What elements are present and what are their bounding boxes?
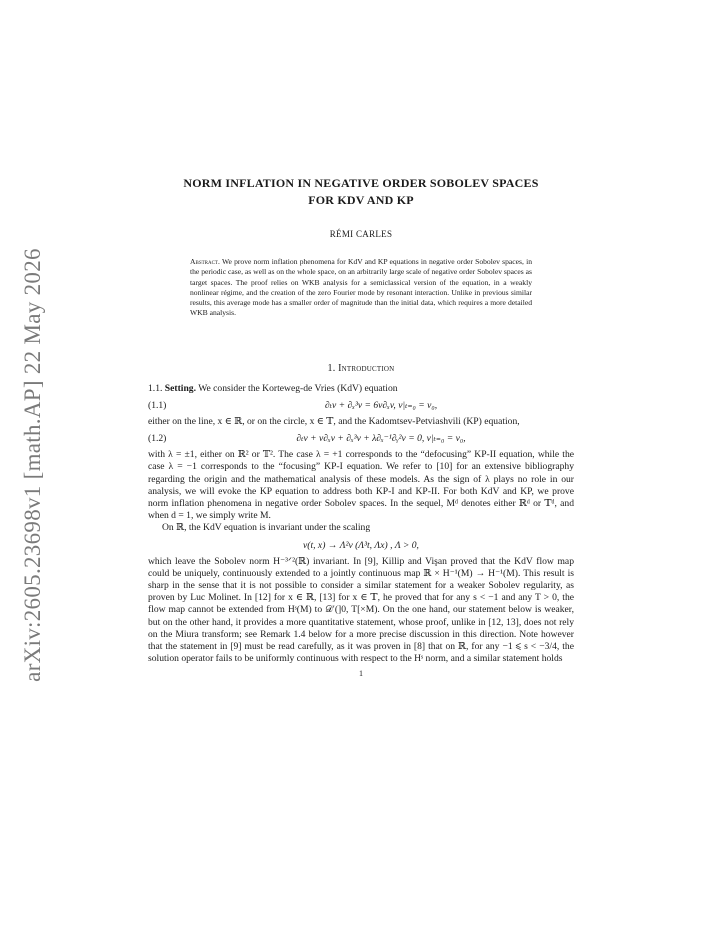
equation-body: ∂ₜv + v∂ₓv + ∂ₓ³v + λ∂ₓ⁻¹∂ᵧ²v = 0, v|ₜ₌₀ = v₀, bbox=[296, 433, 466, 445]
equation-number: (1.2) bbox=[148, 433, 167, 445]
equation-scaling bbox=[148, 535, 574, 556]
paper-page bbox=[148, 170, 574, 678]
abstract-text: We prove norm inflation phenomena for KdV and KP equations in negative order Sobolev spaces, in the periodic case, as well as on the whole space, on an arbitrarily large scale of negative order Sobolev spaces as target spaces. The proof relies on WKB analysis for a semiclassical version of the equation, in a weakly nonlinear régime, and the creation of the zero Fourier mode by resonant interaction. Unlike in previous similar results, this average mode has a smaller order of magnitude than the initial data, which requires a more detailed WKB analysis. bbox=[190, 257, 532, 318]
paragraph: On ℝ, the KdV equation is invariant under the scaling bbox=[162, 522, 371, 534]
title-line-2: FOR KDV AND KP bbox=[308, 193, 414, 207]
subsection-lead: We consider the Korteweg-de Vries (KdV) equation bbox=[195, 382, 398, 394]
subsection-label: 1.1. bbox=[148, 382, 163, 394]
equation-body: ∂ₜv + ∂ₓ³v = 6v∂ₓv, v|ₜ₌₀ = v₀, bbox=[324, 399, 438, 411]
subsection-paragraph bbox=[148, 383, 574, 395]
abstract bbox=[190, 257, 532, 319]
subsection-title: Setting. bbox=[164, 382, 196, 394]
section-heading: 1. Introduction bbox=[327, 362, 395, 374]
paragraph: which leave the Sobolev norm H⁻³ᐟ²(ℝ) invariant. In [9], Killip and Vişan proved that the KdV flow map could be uniquely, continuously extended to a jointly continuous map ℝ × H⁻¹(M) → H⁻¹(M). This result is sharp in the sense that it is not possible to consider a similar statement for a weaker Sobolev regularity, as proven by Luc Molinet. In [12] for x ∈ ℝ, [13] for x ∈ 𝕋, he proved that for any s < −1 and any T > 0, the flow map cannot be extended from Hˢ(M) to 𝒟′(]0, T[×M). On the one hand, our statement below is weaker, but on the other hand, it provides a more quantitative statement, whose proof, unlike in [12, 13], does not rely on the Miura transform; see Remark 1.4 below for a more precise discussion in this direction. Note however that the statement in [9] must be read carefully, as it was proven in [8] that on ℝ, for any −1 ⩽ s < −3/4, the solution operator fails to be uniformly continuous with respect to the Hˢ norm, and a similar statement holds bbox=[148, 555, 574, 665]
equation-body: v(t, x) → Λ²v (Λ³t, Λx) , Λ > 0, bbox=[303, 539, 419, 551]
equation-number: (1.1) bbox=[148, 399, 167, 411]
equation-1-2 bbox=[148, 428, 574, 449]
arxiv-id-text: arXiv:2605.23698v1 [math.AP] 22 May 2026 bbox=[20, 248, 45, 682]
paper-title bbox=[148, 175, 574, 209]
author-name: RÉMI CARLES bbox=[329, 229, 393, 239]
paragraph: with λ = ±1, either on ℝ² or 𝕋². The case λ = +1 corresponds to the “defocusing” KP-II equation, while the case λ = −1 corresponds to the “focusing” KP-I equation. We refer to [10] for an extensive bibliography regarding the origin and the mathematical analysis of these models. As the sign of λ plays no role in our analysis, we will evoke the KP equation to address both KP-I and KP-II. For both KdV and KP, we prove norm inflation phenomena in negative order Sobolev spaces. In the sequel, Mᵈ denotes either ℝᵈ or 𝕋ᵈ, and when d = 1, we simply write M. bbox=[148, 449, 574, 522]
title-line-1: NORM INFLATION IN NEGATIVE ORDER SOBOLEV SPACES bbox=[183, 176, 539, 190]
arxiv-stamp bbox=[20, 240, 46, 690]
abstract-label: Abstract. bbox=[190, 257, 220, 266]
paragraph: either on the line, x ∈ ℝ, or on the circle, x ∈ 𝕋, and the Kadomtsev-Petviashvili (KP) equation, bbox=[148, 415, 520, 427]
equation-1-1 bbox=[148, 395, 574, 416]
page-number: 1 bbox=[359, 669, 363, 679]
